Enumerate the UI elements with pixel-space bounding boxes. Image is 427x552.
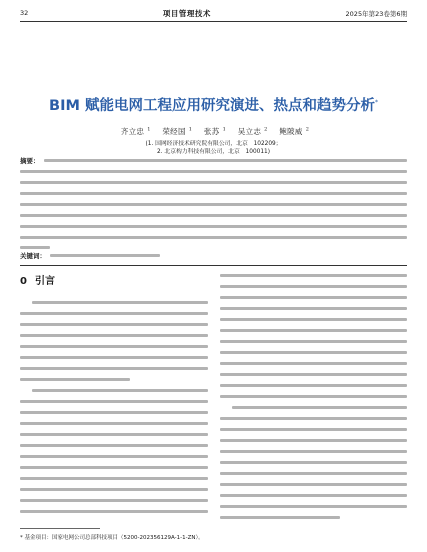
- text-line: [220, 285, 407, 288]
- author: 吴立志 $^2$: [237, 126, 268, 136]
- text-line: [220, 428, 407, 431]
- text-line: [220, 384, 407, 387]
- article-title-block: [0, 94, 427, 115]
- text-line: [32, 389, 208, 392]
- text-line: [20, 477, 208, 480]
- text-line: [20, 203, 407, 206]
- text-line: [232, 406, 407, 409]
- text-line: [20, 246, 50, 249]
- text-line: [20, 225, 407, 228]
- text-line: [20, 236, 407, 239]
- text-line: [220, 439, 407, 442]
- text-line: [220, 395, 407, 398]
- text-line: [220, 505, 407, 508]
- text-line: [44, 159, 407, 162]
- text-line: [20, 312, 208, 315]
- text-line: [32, 301, 208, 304]
- author-list: [0, 126, 427, 137]
- text-line: [50, 254, 160, 257]
- text-line: [220, 373, 407, 376]
- text-line: [220, 296, 407, 299]
- text-line: [220, 351, 407, 354]
- page-number: 32: [20, 9, 29, 17]
- text-line: [20, 334, 208, 337]
- text-line: [20, 345, 208, 348]
- author: 张苏 $^1$: [203, 126, 227, 136]
- text-line: [20, 433, 208, 436]
- text-line: [220, 516, 340, 519]
- section-heading: [20, 272, 55, 287]
- footnote-rule: [20, 528, 100, 529]
- affiliation-1: (1. 国网经济技术研究院有限公司，北京 102209；: [145, 141, 282, 147]
- text-line: [20, 510, 208, 513]
- text-line: [220, 494, 407, 497]
- author: 荣经国 $^1$: [162, 126, 193, 136]
- text-line: [220, 472, 407, 475]
- keywords-label: 关键词：: [20, 252, 46, 260]
- text-line: [220, 483, 407, 486]
- text-line: [20, 323, 208, 326]
- section-rule: [20, 265, 407, 266]
- text-line: [220, 461, 407, 464]
- text-line: [220, 274, 407, 277]
- footnote: * 基金项目：国家电网公司总部科技项目（5200-202356129A-1-1-ZN）。: [20, 535, 204, 541]
- journal-name: 项目管理技术: [162, 8, 211, 18]
- text-line: [20, 466, 208, 469]
- text-line: [220, 450, 407, 453]
- author: 鲍陂威 $^2$: [279, 126, 310, 136]
- issue-info: 2025年第23卷第6期: [345, 9, 407, 18]
- text-line: [220, 307, 407, 310]
- section-title: 引言: [34, 276, 55, 287]
- text-line: [220, 318, 407, 321]
- text-line: [20, 455, 208, 458]
- affiliation-2: 2. 北京构力科技有限公司，北京 100011): [157, 149, 270, 155]
- text-line: [20, 411, 208, 414]
- text-line: [20, 192, 407, 195]
- text-line: [20, 214, 407, 217]
- section-number: 0: [20, 276, 27, 287]
- text-line: [220, 362, 407, 365]
- header-rule: [20, 21, 407, 22]
- title-footnote-marker: *: [374, 99, 378, 107]
- text-line: [20, 378, 130, 381]
- text-line: [20, 170, 407, 173]
- text-line: [220, 417, 407, 420]
- text-line: [20, 181, 407, 184]
- running-header: [20, 6, 407, 20]
- text-line: [20, 444, 208, 447]
- text-line: [20, 356, 208, 359]
- abstract-label: 摘要：: [20, 157, 40, 165]
- text-line: [20, 499, 208, 502]
- text-line: [220, 340, 407, 343]
- text-line: [20, 400, 208, 403]
- author: 齐立忠 $^1$: [120, 126, 151, 136]
- text-line: [20, 488, 208, 491]
- text-line: [220, 329, 407, 332]
- text-line: [20, 422, 208, 425]
- article-title: BIM 赋能电网工程应用研究演进、热点和趋势分析: [49, 98, 375, 114]
- text-line: [20, 367, 208, 370]
